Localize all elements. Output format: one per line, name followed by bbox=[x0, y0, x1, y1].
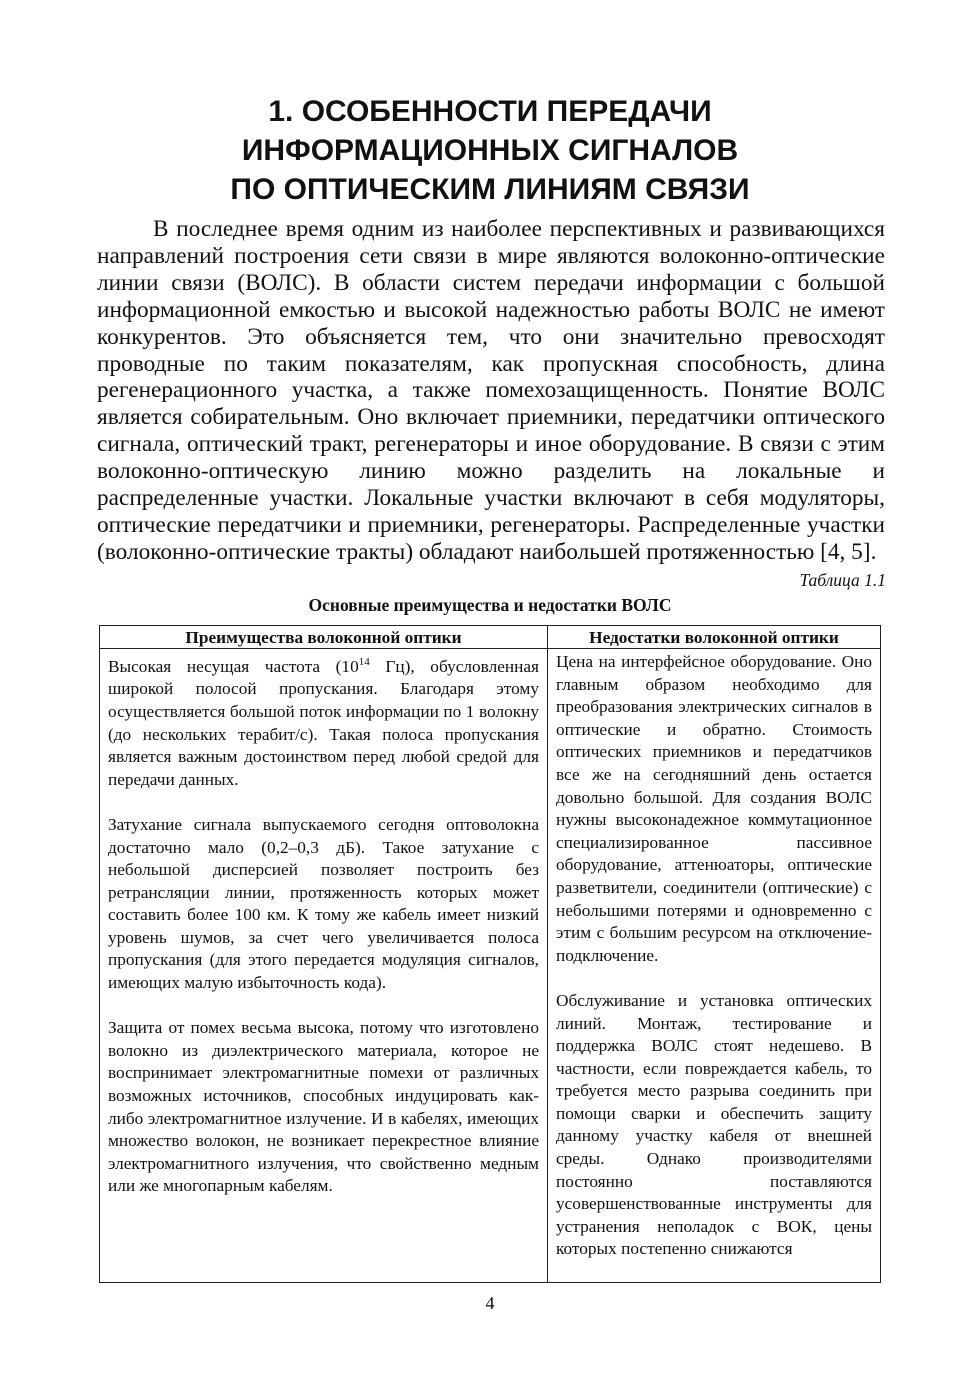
chapter-title-line: 1. ОСОБЕННОСТИ ПЕРЕДАЧИ bbox=[268, 95, 712, 128]
advantage-attenuation: Затухание сигнала выпускаемого сегодня оптоволокна достаточно мало (0,2–0,3 дБ). Такое затухание с небольшой дисперсией позволяет построить без ретрансляции линии, протяженность которых может составить более 100 км. К тому же кабель имеет низкий уровень шумов, за счет чего увеличивается полоса пропускания (для этого передается модуляция сигналов, имеющих малую избыточность кода). bbox=[108, 814, 539, 993]
page-number: 4 bbox=[485, 1293, 495, 1313]
disadvantage-maintenance: Обслуживание и установка оптических линий. Монтаж, тестирование и поддержка ВОЛС стоят недешево. В частности, если повреждается кабель, то требуется место разрыва соединить при помощи сварки и обеспечить защиту данному участку кабеля от внешней среды. Однако производителями постоянно поставляются усовершенствованные инструменты для устранения неполадок с ВОК, цены которых постепенно снижаются bbox=[556, 990, 872, 1259]
chapter-title bbox=[100, 92, 880, 209]
advantage-frequency-text-end: Гц), обусловленная широкой полосой пропускания. Благодаря этому осуществляется большой поток информации по 1 волокну (до нескольких терабит/с). Такая полоса пропускания является важным достоинством перед любой средой для передачи данных. bbox=[108, 656, 539, 789]
table-row bbox=[100, 649, 881, 1283]
advantages-cell bbox=[100, 649, 548, 1283]
table-number-label: Таблица 1.1 bbox=[799, 570, 886, 590]
disadvantage-cost: Цена на интерфейсное оборудование. Оно главным образом необходимо для преобразования электрических сигналов в оптические и обратно. Стоимость оптических приемников и передатчиков все же на сегодняшний день остается довольно большой. Для создания ВОЛС нужны высоконадежное коммутационное специализированное пассивное оборудование, аттенюаторы, оптические разветвители, соединители (оптические) с небольшими потерями и одновременно с этим с большим ресурсом на отключение-подключение. bbox=[556, 652, 872, 965]
table-caption: Основные преимущества и недостатки ВОЛС bbox=[308, 595, 672, 615]
advantage-frequency-text-start: Высокая несущая частота (10 bbox=[108, 656, 359, 676]
advantage-interference: Защита от помех весьма высока, потому что изготовлено волокно из диэлектрического материала, которое не воспринимает электромагнитные помехи от различных возможных источников, способных индуцировать как-либо электромагнитное излучение. И в кабелях, имеющих множество волокон, не возникает перекрестное влияние электромагнитного излучения, что свойственно медным или же многопарным кабелям. bbox=[108, 1018, 539, 1196]
chapter-title-line: ПО ОПТИЧЕСКИМ ЛИНИЯМ СВЯЗИ bbox=[230, 173, 750, 206]
disadvantages-header: Недостатки волоконной оптики bbox=[548, 626, 881, 649]
frequency-exponent: 14 bbox=[358, 656, 370, 668]
table-header-row bbox=[100, 626, 881, 649]
chapter-title-line: ИНФОРМАЦИОННЫХ СИГНАЛОВ bbox=[241, 134, 739, 167]
intro-paragraph: В последнее время одним из наиболее перспективных и развивающихся направлений построения сети связи в мире являются волоконно-оптические линии связи (ВОЛС). В области систем передачи информации с большой информационной емкостью и высокой надежностью работы ВОЛС не имеют конкурентов. Это объясняется тем, что они значительно превосходят проводные по таким показателям, как пропускная способность, длина регенерационного участка, а также помехозащищенность. Понятие ВОЛС является собирательным. Оно включает приемники, передатчики оптического сигнала, оптический тракт, регенераторы и иное оборудование. В связи с этим волоконно-оптическую линию можно разделить на локальные и распределенные участки. Локальные участки включают в себя модуляторы, оптические передатчики и приемники, регенераторы. Распределенные участки (волоконно-оптические тракты) обладают наибольшей протяженностью [4, 5]. bbox=[97, 216, 885, 565]
comparison-table bbox=[99, 625, 881, 1283]
advantage-frequency bbox=[108, 651, 539, 791]
disadvantages-cell bbox=[548, 649, 881, 1283]
advantages-header: Преимущества волоконной оптики bbox=[100, 626, 548, 649]
